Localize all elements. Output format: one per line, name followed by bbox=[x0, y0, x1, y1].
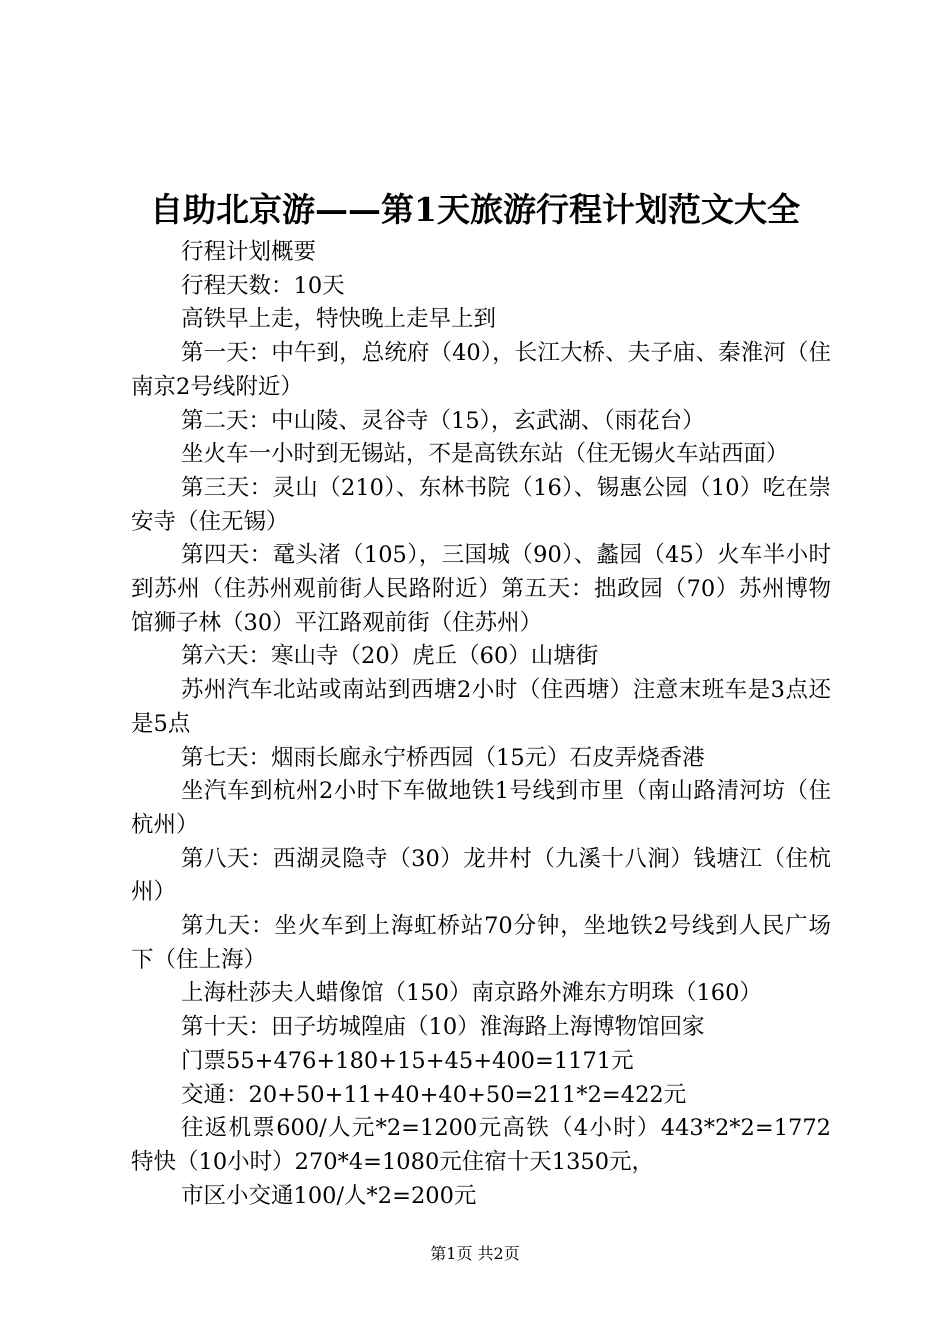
paragraph: 第六天：寒山寺（20）虎丘（60）山塘街 bbox=[181, 643, 599, 670]
paragraph: 第三天：灵山（210）、东林书院（16）、锡惠公园（10）吃在崇安寺（住无锡） bbox=[131, 474, 831, 535]
paragraph: 行程天数：10天 bbox=[181, 272, 345, 299]
page-number-footer: 第1页 共2页 bbox=[430, 1244, 520, 1263]
paragraph: 往返机票600/人元*2=1200元高铁（4小时）443*2*2=1772特快（10小时）270*4=1080元住宿十天1350元， bbox=[131, 1115, 831, 1175]
paragraph: 第八天：西湖灵隐寺（30）龙井村（九溪十八涧）钱塘江（住杭州） bbox=[131, 845, 831, 906]
paragraph: 市区小交通100/人*2=200元 bbox=[181, 1182, 477, 1209]
paragraph: 交通：20+50+11+40+40+50=211*2=422元 bbox=[181, 1081, 687, 1108]
paragraph: 第九天：坐火车到上海虹桥站70分钟，坐地铁2号线到人民广场下（住上海） bbox=[131, 913, 831, 973]
paragraph: 第二天：中山陵、灵谷寺（15），玄武湖、（雨花台） bbox=[181, 407, 705, 434]
paragraph: 行程计划概要 bbox=[181, 239, 317, 265]
paragraph: 高铁早上走，特快晚上走早上到 bbox=[181, 306, 497, 333]
document-body bbox=[131, 236, 831, 1213]
paragraph: 苏州汽车北站或南站到西塘2小时（住西塘）注意末班车是3点还是5点 bbox=[131, 677, 831, 737]
paragraph: 第一天：中午到，总统府（40），长江大桥、夫子庙、秦淮河（住南京2号线附近） bbox=[131, 340, 831, 400]
paragraph: 第十天：田子坊城隍庙（10）淮海路上海博物馆回家 bbox=[181, 1014, 705, 1041]
paragraph: 第四天：鼋头渚（105），三国城（90）、蠡园（45）火车半小时到苏州（住苏州观前街人民路附近）第五天：拙政园（70）苏州博物馆狮子林（30）平江路观前街（住苏州） bbox=[131, 542, 831, 636]
paragraph: 上海杜莎夫人蜡像馆（150）南京路外滩东方明珠（160） bbox=[181, 980, 762, 1007]
paragraph: 坐汽车到杭州2小时下车做地铁1号线到市里（南山路清河坊（住杭州） bbox=[131, 778, 831, 838]
paragraph: 第七天：烟雨长廊永宁桥西园（15元）石皮弄烧香港 bbox=[181, 744, 705, 771]
paragraph: 门票55+476+180+15+45+400=1171元 bbox=[181, 1047, 634, 1074]
page-title: 自助北京游——第1天旅游行程计划范文大全 bbox=[150, 190, 800, 229]
paragraph: 坐火车一小时到无锡站，不是高铁东站（住无锡火车站西面） bbox=[181, 441, 789, 468]
